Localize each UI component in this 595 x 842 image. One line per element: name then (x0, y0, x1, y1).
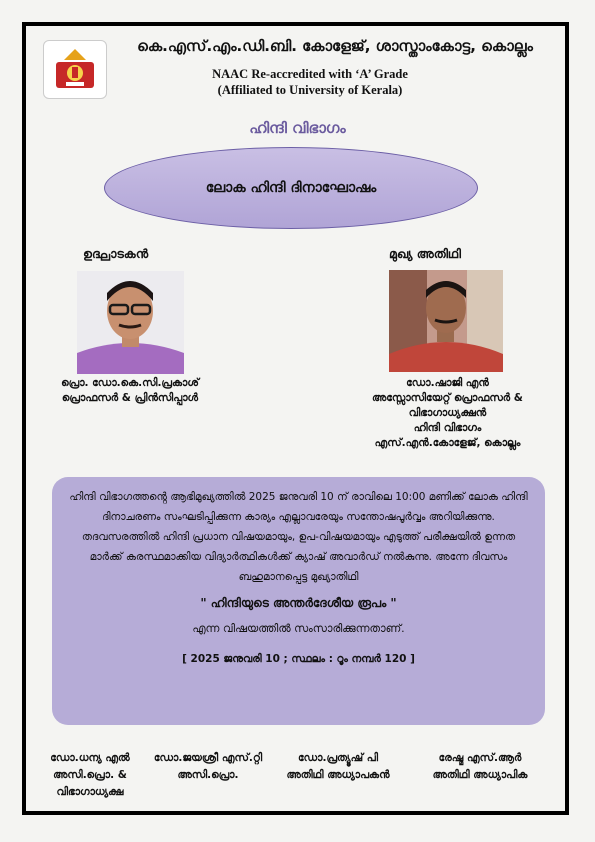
announcement-panel (52, 477, 545, 725)
signatory-line2: അതിഥി അധ്യാപിക (432, 769, 528, 781)
announcement-topic: " ഹിന്ദിയുടെ അന്തർദേശീയ രൂപം " (200, 596, 397, 610)
signatory (268, 750, 408, 784)
inaugurator-name: പ്രൊ. ഡോ.കെ.സി.പ്രകാശ് (61, 377, 199, 389)
college-name: കെ.എസ്.എം.ഡി.ബി. കോളേജ്, ശാസ്താംകോട്ട, കൊല്ലം (137, 37, 533, 55)
chief-guest-caption (340, 376, 555, 451)
department-title: ഹിന്ദി വിഭാഗം (249, 119, 346, 137)
signatory-line2: അസി.പ്രൊ. & (53, 769, 127, 781)
signatory-name: രേഷ്മ എസ്.ആർ (438, 752, 522, 764)
chief-guest-name: ഡോ.ഷാജി എൻ (406, 377, 489, 389)
announcement-paragraph: ഹിന്ദി വിഭാഗത്തൻ്റെ ആഭിമുഖ്യത്തിൽ 2025 ജനുവരി 10 ന് രാവിലെ 10:00 മണിക്ക് ലോക ഹിന്ദി ദിനാചരണം സംഘടിപ്പിക്കുന്ന കാര്യം എല്ലാവരേയും സന്തോഷപൂർവ്വം അറിയിക്കുന്നു. തദവസരത്തിൽ ഹിന്ദി പ്രധാന വിഷയമായും, ഉപ-വിഷയമായും എടുത്ത് പരീക്ഷയിൽ ഉന്നത മാർക്ക് കരസ്ഥമാക്കിയ വിദ്യാർത്ഥികൾക്ക് ക്യാഷ് അവാർഡ് നൽകുന്നു. അന്നേ ദിവസം ബഹുമാനപ്പെട്ട മുഖ്യാതിഥി (69, 491, 528, 583)
accreditation-text: NAAC Re-accredited with ‘A’ Grade (212, 67, 408, 81)
signatory-line3: വിഭാഗാധ്യക്ഷ (56, 786, 124, 798)
inaugurator-role: ഉദ്ഘാടകൻ (83, 246, 149, 261)
chief-guest-designation2: വിഭാഗാധ്യക്ഷൻ (408, 407, 487, 419)
event-title-banner (104, 147, 478, 229)
signatory (143, 750, 273, 784)
signatory (410, 750, 550, 784)
inaugurator-photo (77, 271, 184, 374)
signatory-name: ഡോ.ധന്യ എൽ (50, 752, 130, 764)
accreditation-block (180, 66, 440, 98)
inaugurator-caption (40, 376, 220, 406)
signatory (30, 750, 150, 801)
inaugurator-designation: പ്രൊഫസർ & പ്രിൻസിപ്പാൾ (61, 392, 199, 404)
chief-guest-department: ഹിന്ദി വിഭാഗം (413, 422, 482, 434)
signatory-name: ഡോ.ജയശ്രീ എസ്.റ്റി (153, 752, 263, 764)
event-title: ലോക ഹിന്ദി ദിനാഘോഷം (205, 180, 377, 196)
signatory-line2: അസി.പ്രൊ. (177, 769, 239, 781)
chief-guest-designation: അസ്സോസിയേറ്റ് പ്രൊഫസർ & (372, 392, 523, 404)
affiliation-text: (Affiliated to University of Kerala) (217, 83, 403, 97)
announcement-date-place: [ 2025 ജനുവരി 10 ; സ്ഥലം : റൂം നമ്പർ 120 ] (182, 653, 415, 665)
announcement-topic-suffix: എന്ന വിഷയത്തിൽ സംസാരിക്കുന്നതാണ്. (192, 622, 405, 635)
college-emblem-icon (43, 40, 107, 99)
signatory-line2: അതിഥി അധ്യാപകൻ (286, 769, 390, 781)
signatory-name: ഡോ.പ്രത്യൂഷ് പി (298, 752, 378, 764)
chief-guest-role: മുഖ്യ അതിഥി (389, 246, 461, 261)
chief-guest-institution: എസ്.എൻ.കോളേജ്, കൊല്ലം (374, 437, 521, 449)
chief-guest-photo (389, 270, 503, 372)
